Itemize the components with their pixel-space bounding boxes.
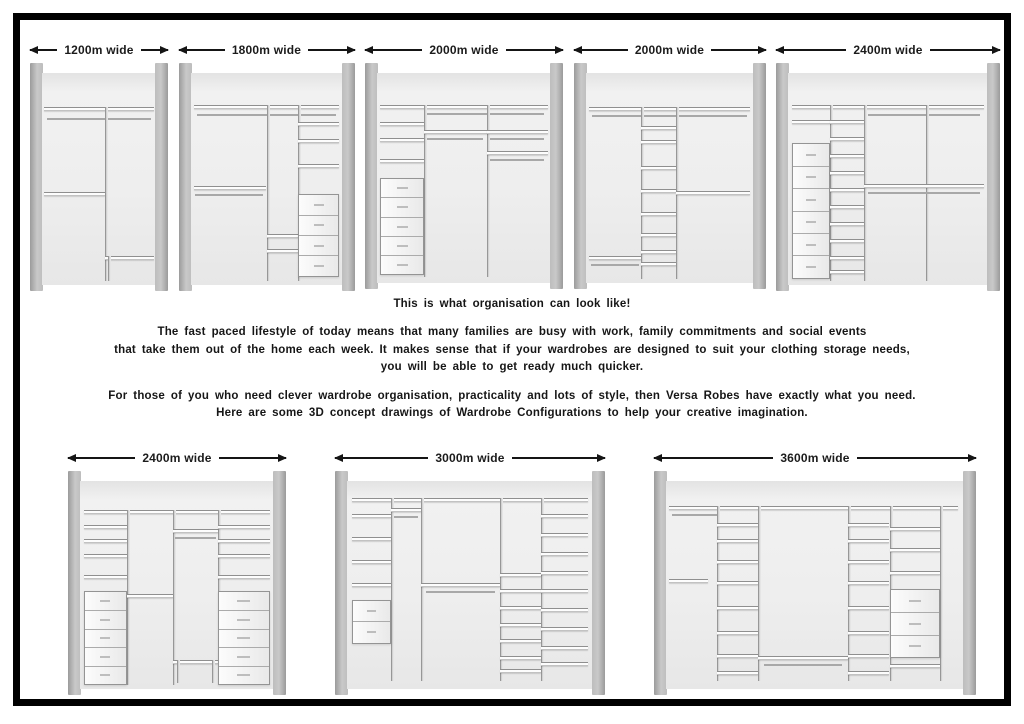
drawer-handle — [397, 245, 408, 247]
drawer — [85, 592, 126, 610]
shelf — [487, 130, 548, 134]
shelf — [541, 533, 588, 537]
text-line: For those of you who need clever wardrobe organisation, practicality and lots of style, then Versa Robes have exactly what you need. — [108, 389, 916, 402]
drawer-stack — [298, 194, 339, 277]
drawer-handle — [100, 656, 111, 658]
shelf — [848, 654, 890, 658]
width-dimension-text: 2400m wide — [142, 451, 212, 465]
shelf — [541, 571, 588, 575]
shelf — [173, 529, 218, 533]
drawer — [793, 144, 829, 165]
shelf — [105, 256, 154, 260]
shelf — [218, 554, 270, 558]
wardrobe-figure — [68, 448, 286, 695]
shelf — [352, 560, 391, 564]
drawer-stack — [84, 591, 127, 685]
shelf — [848, 606, 890, 610]
hanging-rail — [490, 159, 544, 161]
drawer — [85, 629, 126, 648]
drawer — [353, 621, 390, 642]
hanging-rail — [868, 114, 980, 116]
shelf — [890, 548, 941, 552]
drawer — [793, 166, 829, 188]
hanging-rail — [195, 194, 263, 196]
shelf — [424, 130, 487, 134]
arrow-left-icon — [30, 49, 57, 51]
drawer-handle — [909, 645, 922, 647]
divider-panel — [127, 510, 130, 685]
width-dimension-text: 1800m wide — [231, 43, 302, 57]
intro-text — [20, 298, 1004, 423]
drawer — [219, 592, 269, 610]
shelf — [298, 122, 339, 126]
width-dimension — [654, 448, 976, 468]
hanging-rail — [426, 591, 495, 593]
arrow-right-icon — [506, 49, 563, 51]
shelf — [830, 120, 864, 124]
width-dimension-text: 3600m wide — [780, 451, 850, 465]
drawer-handle — [806, 266, 815, 268]
drawer — [891, 590, 940, 612]
drawer — [85, 610, 126, 629]
shelf — [830, 154, 864, 158]
bottom-wardrobe-row — [68, 448, 976, 695]
side-panel-right — [987, 63, 1000, 291]
shelf — [44, 192, 104, 196]
divider-panel — [108, 256, 111, 281]
shelf — [717, 581, 759, 585]
shelf — [848, 560, 890, 564]
drawer-handle — [314, 265, 324, 267]
shelf — [717, 560, 759, 564]
shelf — [830, 239, 864, 243]
drawer-stack — [380, 178, 424, 275]
drawer-handle — [314, 224, 324, 226]
wardrobe-interior — [42, 73, 156, 285]
shelf — [352, 498, 588, 502]
arrow-right-icon — [930, 49, 1000, 51]
shelf — [830, 171, 864, 175]
width-dimension — [574, 40, 766, 60]
shelf — [717, 671, 759, 675]
drawer-handle — [100, 619, 111, 621]
width-dimension — [365, 40, 563, 60]
drawer — [219, 666, 269, 685]
arrow-left-icon — [68, 457, 135, 459]
drawer-handle — [806, 244, 815, 246]
arrow-left-icon — [335, 457, 428, 459]
shelf — [641, 166, 676, 170]
arrow-right-icon — [308, 49, 354, 51]
shelf — [717, 523, 759, 527]
shelf — [500, 639, 542, 643]
drawer-handle — [237, 656, 250, 658]
drawer-stack — [218, 591, 270, 685]
drawer-stack — [792, 143, 830, 279]
wardrobe-interior — [377, 73, 551, 283]
width-dimension-text: 2400m wide — [853, 43, 923, 57]
shelf — [127, 594, 174, 598]
divider-panel — [391, 498, 394, 681]
drawer — [891, 612, 940, 635]
shelf — [500, 623, 542, 627]
shelf — [758, 656, 847, 660]
shelf — [641, 126, 676, 130]
shelf — [218, 539, 270, 543]
shelf — [541, 646, 588, 650]
drawer — [381, 236, 423, 255]
shelf — [641, 140, 676, 144]
drawer-handle — [806, 176, 815, 178]
shelf — [352, 537, 391, 541]
shelf — [500, 606, 542, 610]
shelf — [890, 527, 941, 531]
shelf — [84, 525, 127, 529]
width-dimension-text: 3000m wide — [435, 451, 505, 465]
wardrobe-figure — [654, 448, 976, 695]
divider-panel — [758, 506, 761, 681]
wardrobe-drawing — [179, 63, 355, 291]
drawer-handle — [909, 600, 922, 602]
shelf — [380, 138, 424, 142]
width-dimension — [335, 448, 605, 468]
arrow-left-icon — [776, 49, 846, 51]
shelf — [848, 631, 890, 635]
hanging-rail — [591, 264, 640, 266]
shelf — [298, 164, 339, 168]
shelf — [541, 608, 588, 612]
shelf — [890, 571, 941, 575]
shelf — [641, 262, 676, 266]
shelf — [380, 159, 424, 163]
drawer-handle — [367, 610, 377, 612]
shelf — [421, 583, 500, 587]
wardrobe-drawing — [335, 471, 605, 695]
wardrobe-drawing — [574, 63, 766, 289]
side-panel-right — [753, 63, 766, 289]
shelf — [380, 105, 547, 109]
wardrobe-interior — [666, 481, 964, 689]
wardrobe-figure — [776, 40, 1000, 291]
wardrobe-drawing — [30, 63, 168, 291]
shelf — [641, 212, 676, 216]
shelf — [352, 583, 391, 587]
shelf — [500, 656, 542, 660]
shelf — [298, 139, 339, 143]
drawer-handle — [314, 245, 324, 247]
shelf — [830, 270, 864, 274]
side-panel-right — [963, 471, 976, 695]
shelf — [830, 222, 864, 226]
shelf — [44, 107, 153, 111]
shelf — [641, 233, 676, 237]
wardrobe-figure — [179, 40, 355, 291]
shelf — [641, 250, 676, 254]
drawer-handle — [806, 199, 815, 201]
shelf — [84, 539, 127, 543]
shelf — [589, 256, 641, 260]
drawer — [85, 647, 126, 666]
hanging-rail — [47, 118, 152, 120]
drawer-handle — [397, 206, 408, 208]
drawer-handle — [806, 154, 815, 156]
arrow-left-icon — [654, 457, 773, 459]
arrow-right-icon — [857, 457, 976, 459]
shelf — [830, 256, 864, 260]
shelf — [717, 654, 759, 658]
intro-paragraph-2 — [20, 388, 1004, 423]
drawer — [793, 188, 829, 210]
shelf — [218, 575, 270, 579]
side-panel-right — [342, 63, 355, 291]
hanging-rail — [175, 537, 216, 539]
hanging-rail — [427, 138, 483, 140]
width-dimension — [30, 40, 168, 60]
drawer-handle — [397, 187, 408, 189]
shelf — [641, 189, 676, 193]
drawer-handle — [100, 600, 111, 602]
width-dimension-text: 2000m wide — [429, 43, 499, 57]
width-dimension-text: 1200m wide — [64, 43, 134, 57]
shelf — [541, 662, 588, 666]
hanging-rail — [672, 514, 717, 516]
drawer-stack — [352, 600, 391, 644]
divider-panel — [940, 506, 943, 681]
width-dimension-text: 2000m wide — [634, 43, 705, 57]
shelf — [487, 151, 548, 155]
shelf — [717, 631, 759, 635]
drawer-handle — [397, 226, 408, 228]
intro-paragraph-1 — [20, 324, 1004, 377]
shelf — [848, 523, 890, 527]
drawer — [219, 629, 269, 648]
wardrobe-interior — [788, 73, 988, 285]
drawer-handle — [367, 631, 377, 633]
drawer-handle — [314, 204, 324, 206]
wardrobe-figure — [574, 40, 766, 289]
wardrobe-figure — [335, 448, 605, 695]
drawer — [299, 255, 338, 275]
shelf — [830, 137, 864, 141]
shelf — [541, 552, 588, 556]
drawer — [219, 647, 269, 666]
wardrobe-drawing — [365, 63, 563, 289]
drawer-handle — [806, 221, 815, 223]
wardrobe-figure — [365, 40, 563, 289]
drawer — [85, 666, 126, 685]
wardrobe-drawing — [776, 63, 1000, 291]
shelf — [218, 525, 270, 529]
arrow-left-icon — [574, 49, 628, 51]
drawer-handle — [909, 623, 922, 625]
drawer-handle — [100, 674, 111, 676]
drawer — [219, 610, 269, 629]
wardrobe-interior — [191, 73, 343, 285]
divider-panel — [177, 660, 180, 683]
shelf — [792, 105, 984, 109]
drawer-handle — [100, 637, 111, 639]
shelf — [500, 573, 542, 577]
wardrobe-figure — [30, 40, 168, 291]
arrow-right-icon — [219, 457, 286, 459]
shelf — [830, 188, 864, 192]
side-panel-right — [592, 471, 605, 695]
shelf — [848, 671, 890, 675]
shelf — [890, 664, 941, 668]
drawer — [793, 233, 829, 255]
hanging-rail — [764, 664, 841, 666]
divider-panel — [421, 498, 424, 681]
arrow-left-icon — [365, 49, 422, 51]
shelf — [669, 506, 958, 510]
drawer — [381, 255, 423, 274]
shelf — [792, 120, 830, 124]
wardrobe-drawing — [654, 471, 976, 695]
shelf — [84, 575, 127, 579]
drawer-handle — [237, 600, 250, 602]
shelf — [669, 579, 708, 583]
hanging-rail — [592, 115, 747, 117]
shelf — [589, 107, 750, 111]
drawer — [793, 255, 829, 277]
shelf — [676, 191, 750, 195]
text-line: The fast paced lifestyle of today means that many families are busy with work, family commitments and social events — [157, 326, 867, 338]
shelf — [194, 186, 267, 190]
top-wardrobe-row — [30, 40, 1000, 291]
drawer — [891, 635, 940, 658]
divider-panel — [212, 660, 215, 683]
page-border-frame — [13, 13, 1011, 706]
drawer-handle — [237, 637, 250, 639]
shelf — [84, 554, 127, 558]
shelf — [848, 539, 890, 543]
shelf — [717, 606, 759, 610]
wardrobe-interior — [347, 481, 593, 689]
text-line: that take them out of the home each week. It makes sense that if your wardrobes are designed to suit your clothing storage needs, — [114, 343, 910, 356]
text-line: you will be able to get ready much quicker. — [380, 361, 644, 373]
text-line: Here are some 3D concept drawings of Wardrobe Configurations to help your creative imagination. — [216, 407, 808, 419]
shelf — [848, 581, 890, 585]
intro-heading: This is what organisation can look like! — [393, 298, 631, 310]
hanging-rail — [490, 138, 544, 140]
drawer — [381, 179, 423, 197]
side-panel-right — [550, 63, 563, 289]
shelf — [267, 249, 299, 253]
drawer — [299, 235, 338, 255]
drawer — [381, 197, 423, 216]
shelf — [391, 508, 421, 512]
drawer — [299, 195, 338, 214]
width-dimension — [179, 40, 355, 60]
arrow-left-icon — [179, 49, 225, 51]
shelf — [541, 589, 588, 593]
side-panel-right — [273, 471, 286, 695]
drawer — [353, 601, 390, 621]
wardrobe-interior — [80, 481, 274, 689]
arrow-right-icon — [512, 457, 605, 459]
drawer — [793, 211, 829, 233]
drawer-handle — [237, 619, 250, 621]
shelf — [541, 514, 588, 518]
divider-panel — [864, 105, 867, 281]
shelf — [380, 122, 424, 126]
drawer-handle — [397, 264, 408, 266]
drawer — [381, 217, 423, 236]
width-dimension — [776, 40, 1000, 60]
arrow-right-icon — [711, 49, 765, 51]
side-panel-right — [155, 63, 168, 291]
drawer-handle — [237, 674, 250, 676]
shelf — [864, 184, 984, 188]
shelf — [500, 669, 542, 673]
shelf — [541, 627, 588, 631]
hanging-rail — [394, 516, 419, 518]
shelf — [830, 205, 864, 209]
divider-panel — [267, 105, 270, 281]
arrow-right-icon — [141, 49, 168, 51]
shelf — [500, 589, 542, 593]
wardrobe-drawing — [68, 471, 286, 695]
drawer-stack — [890, 589, 941, 658]
shelf — [267, 234, 299, 238]
hanging-rail — [868, 192, 980, 194]
shelf — [84, 510, 270, 514]
shelf — [717, 539, 759, 543]
wardrobe-interior — [586, 73, 754, 283]
width-dimension — [68, 448, 286, 468]
shelf — [352, 514, 391, 518]
drawer — [299, 215, 338, 235]
